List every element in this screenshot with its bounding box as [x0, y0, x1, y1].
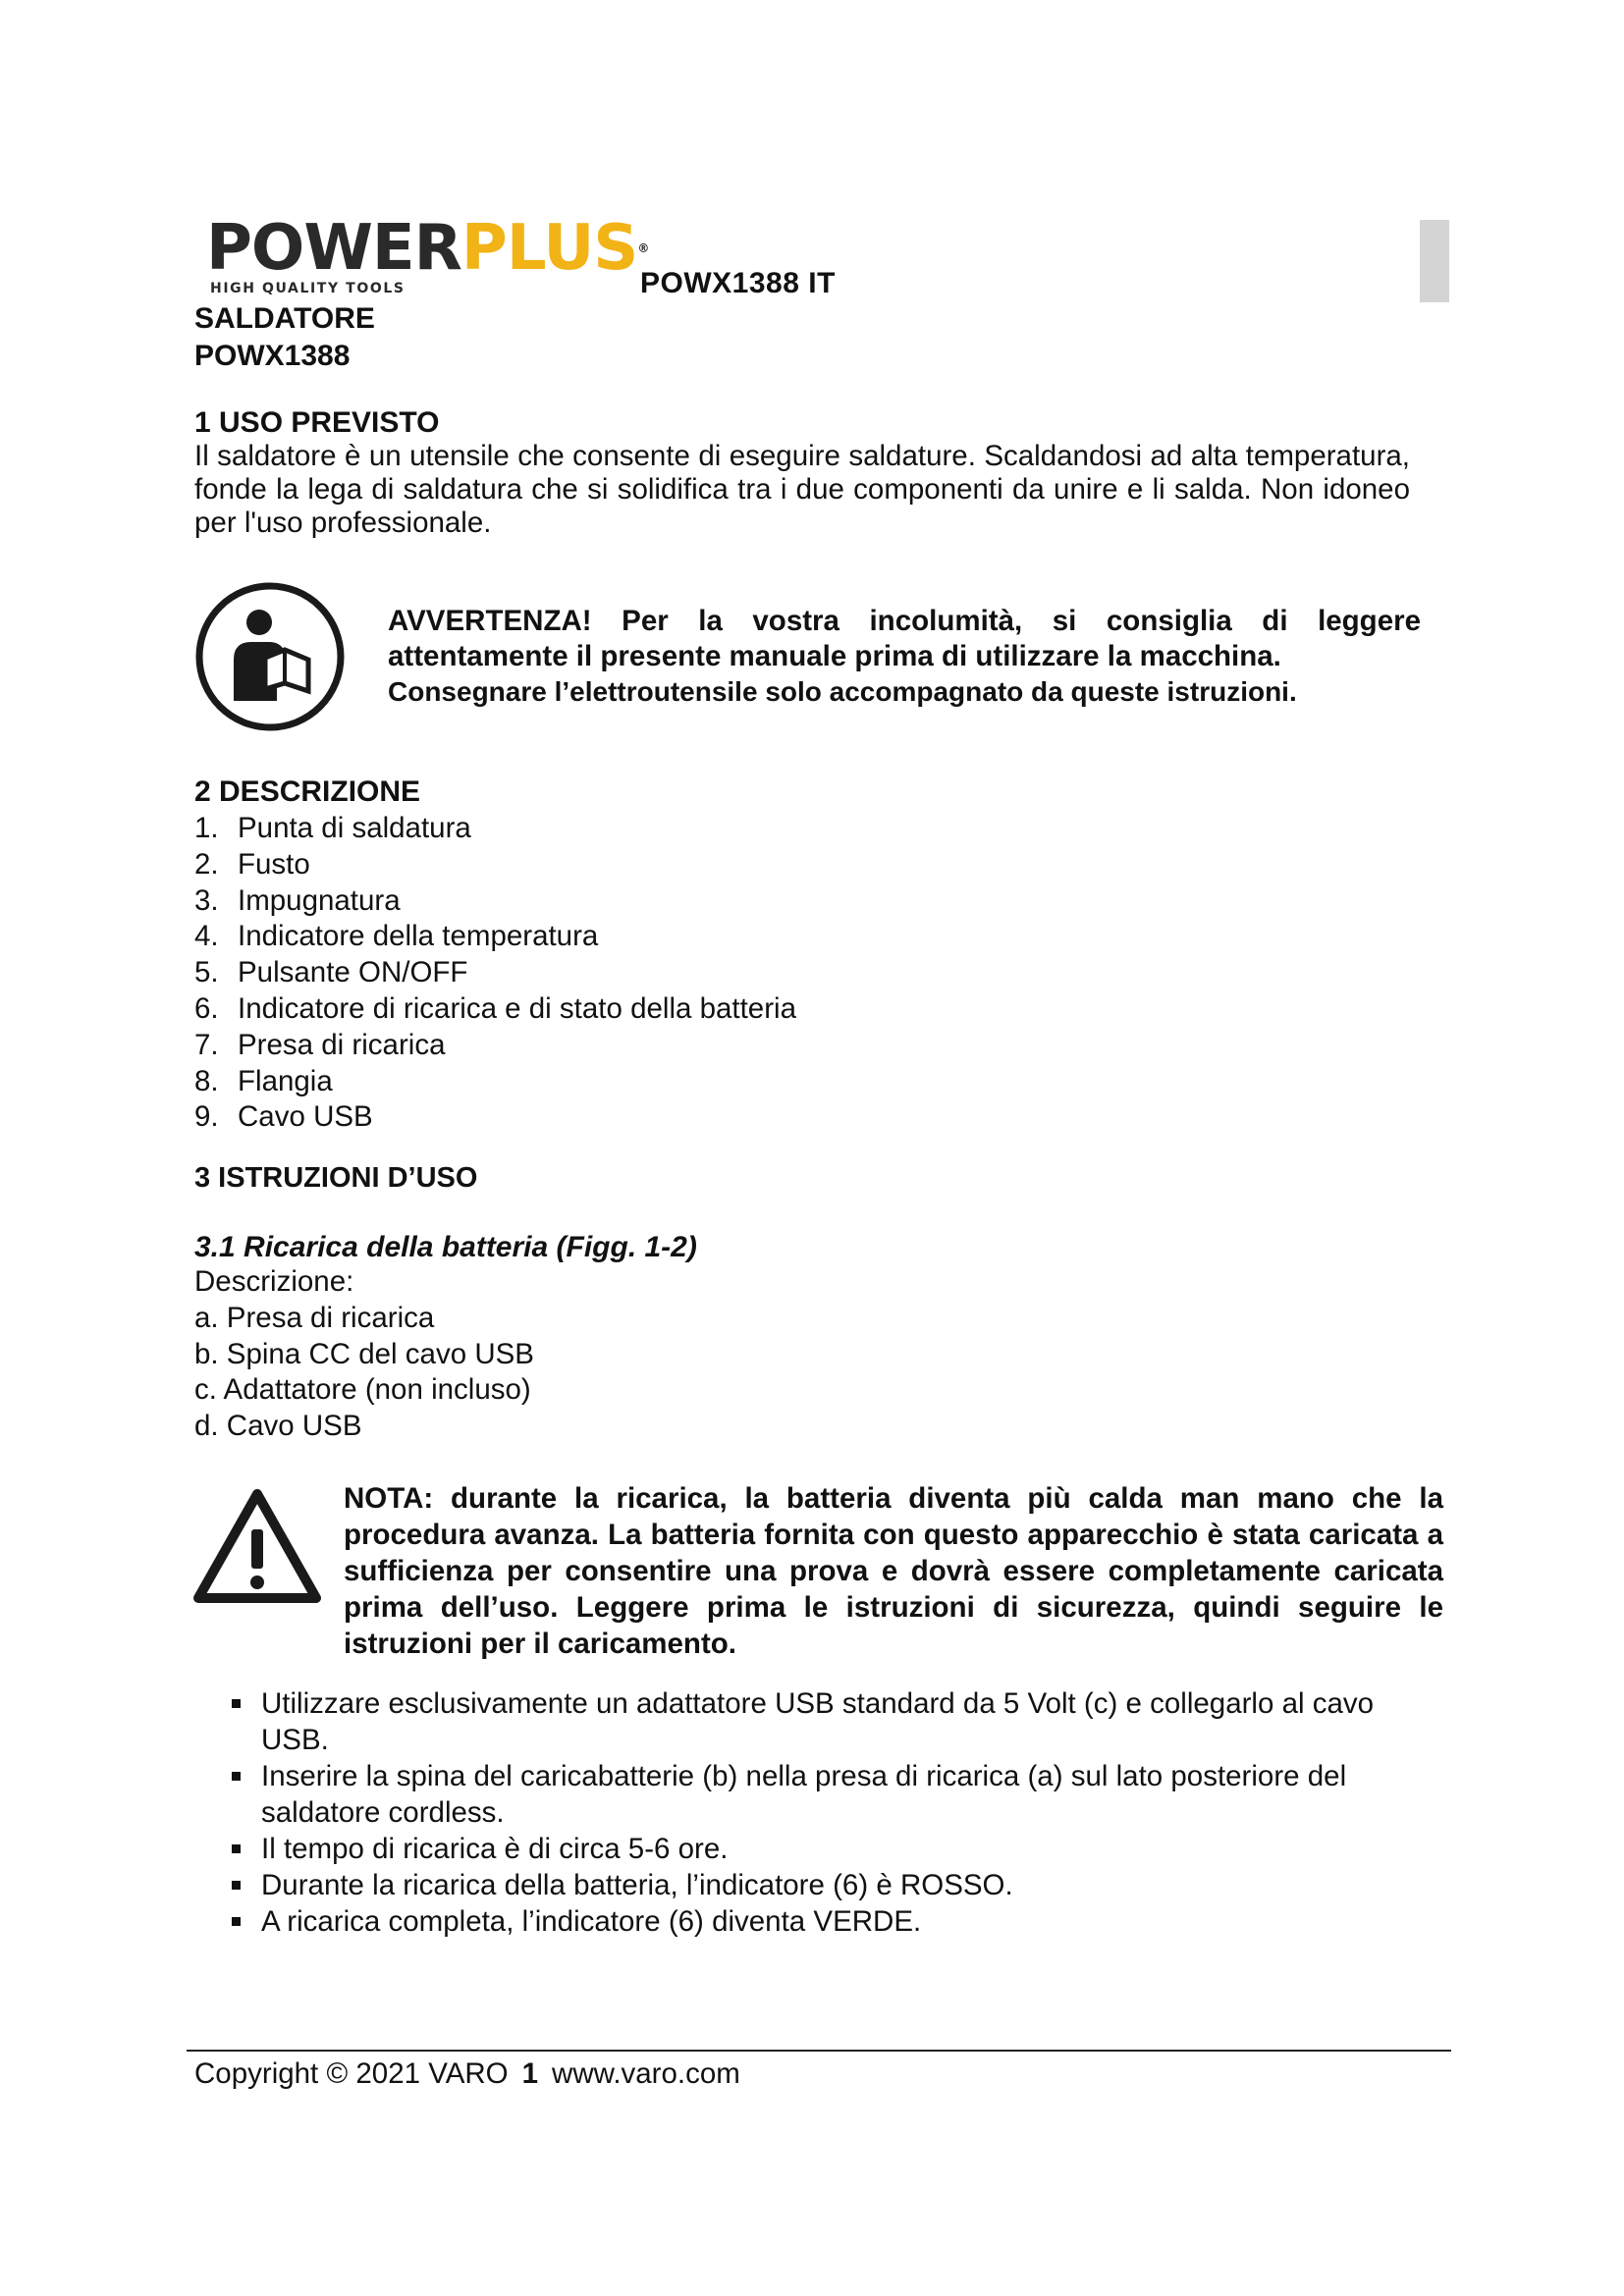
- charging-description-list: [194, 1264, 534, 1445]
- list-item: Inserire la spina del caricabatterie (b) nella presa di ricarica (a) sul lato posteriore del saldatore cordless.: [228, 1758, 1445, 1831]
- brand-power: POWER: [206, 212, 461, 285]
- section-2-title: 2 DESCRIZIONE: [194, 775, 421, 808]
- section-3-1-title: 3.1 Ricarica della batteria (Figg. 1-2): [194, 1231, 697, 1263]
- bullet-square-icon: [232, 1772, 241, 1781]
- list-item: 9. Cavo USB: [194, 1100, 373, 1134]
- brand-logo: [206, 212, 649, 296]
- list-item: Descrizione:: [194, 1265, 354, 1298]
- list-item: a. Presa di ricarica: [194, 1301, 435, 1334]
- list-item: A ricarica completa, l’indicatore (6) diventa VERDE.: [228, 1903, 1445, 1940]
- note-box: [344, 1480, 1443, 1662]
- bullet-square-icon: [232, 1881, 241, 1890]
- list-item: Durante la ricarica della batteria, l’indicatore (6) è ROSSO.: [228, 1867, 1445, 1903]
- list-item: 3. Impugnatura: [194, 883, 401, 917]
- list-item: 8. Flangia: [194, 1064, 333, 1097]
- product-model: POWX1388: [194, 340, 351, 372]
- bullet-square-icon: [232, 1917, 241, 1926]
- list-item: d. Cavo USB: [194, 1410, 362, 1443]
- page-edge-tab: [1420, 220, 1449, 302]
- description-list: [194, 811, 796, 1136]
- note-text: NOTA: durante la ricarica, la batteria diventa più calda man mano che la procedura avanza. La batteria fornita con questo apparecchio è stata caricata a sufficienza per consentire una prova e dovrà essere completamente caricata prima dell’uso. Leggere prima le istruzioni di sicurezza, quindi seguire le istruzioni per il caricamento.: [344, 1482, 1443, 1660]
- warning-text-2: Consegnare l’elettroutensile solo accompagnato da queste istruzioni.: [388, 676, 1297, 707]
- section-1-paragraph: Il saldatore è un utensile che consente di eseguire saldature. Scaldandosi ad alta temperatura, fonde la lega di saldatura che si solidifica tra i due componenti da unire e li salda. Non idoneo per l'uso professionale.: [194, 440, 1410, 539]
- product-name: SALDATORE: [194, 302, 375, 335]
- charging-instructions-list: [228, 1685, 1445, 1940]
- list-item: 2. Fusto: [194, 847, 310, 881]
- brand-wordmark: [206, 212, 649, 285]
- read-manual-icon: [194, 581, 346, 732]
- brand-registered: ®: [637, 241, 649, 255]
- footer-website: www.varo.com: [552, 2057, 740, 2090]
- list-item: Il tempo di ricarica è di circa 5-6 ore.: [228, 1831, 1445, 1867]
- list-item: Utilizzare esclusivamente un adattatore USB standard da 5 Volt (c) e collegarlo al cavo USB.: [228, 1685, 1445, 1758]
- warning-box: [388, 604, 1421, 710]
- list-item: 7. Presa di ricarica: [194, 1028, 446, 1061]
- footer-copyright: Copyright © 2021 VARO: [194, 2057, 509, 2090]
- list-item: 1. Punta di saldatura: [194, 812, 471, 844]
- brand-tagline: HIGH QUALITY TOOLS: [210, 281, 406, 296]
- list-item: b. Spina CC del cavo USB: [194, 1337, 534, 1370]
- page-number: 1: [521, 2057, 539, 2090]
- list-item: 4. Indicatore della temperatura: [194, 920, 599, 953]
- warning-text-1: AVVERTENZA! Per la vostra incolumità, si consiglia di leggere attentamente il presente manuale prima di utilizzare la macchina.: [388, 605, 1421, 672]
- page-footer: [194, 2057, 740, 2091]
- warning-triangle-icon: [192, 1488, 322, 1606]
- model-language-code: POWX1388 IT: [640, 267, 836, 299]
- footer-divider: [187, 2050, 1451, 2052]
- list-item: c. Adattatore (non incluso): [194, 1373, 531, 1407]
- bullet-square-icon: [232, 1844, 241, 1853]
- list-item: 5. Pulsante ON/OFF: [194, 956, 468, 989]
- list-item: 6. Indicatore di ricarica e di stato della batteria: [194, 991, 796, 1025]
- section-1-text: [194, 440, 1410, 540]
- section-3-title: 3 ISTRUZIONI D’USO: [194, 1162, 478, 1194]
- bullet-square-icon: [232, 1699, 241, 1708]
- brand-plus: PLUS: [460, 212, 638, 285]
- section-1-title: 1 USO PREVISTO: [194, 406, 440, 439]
